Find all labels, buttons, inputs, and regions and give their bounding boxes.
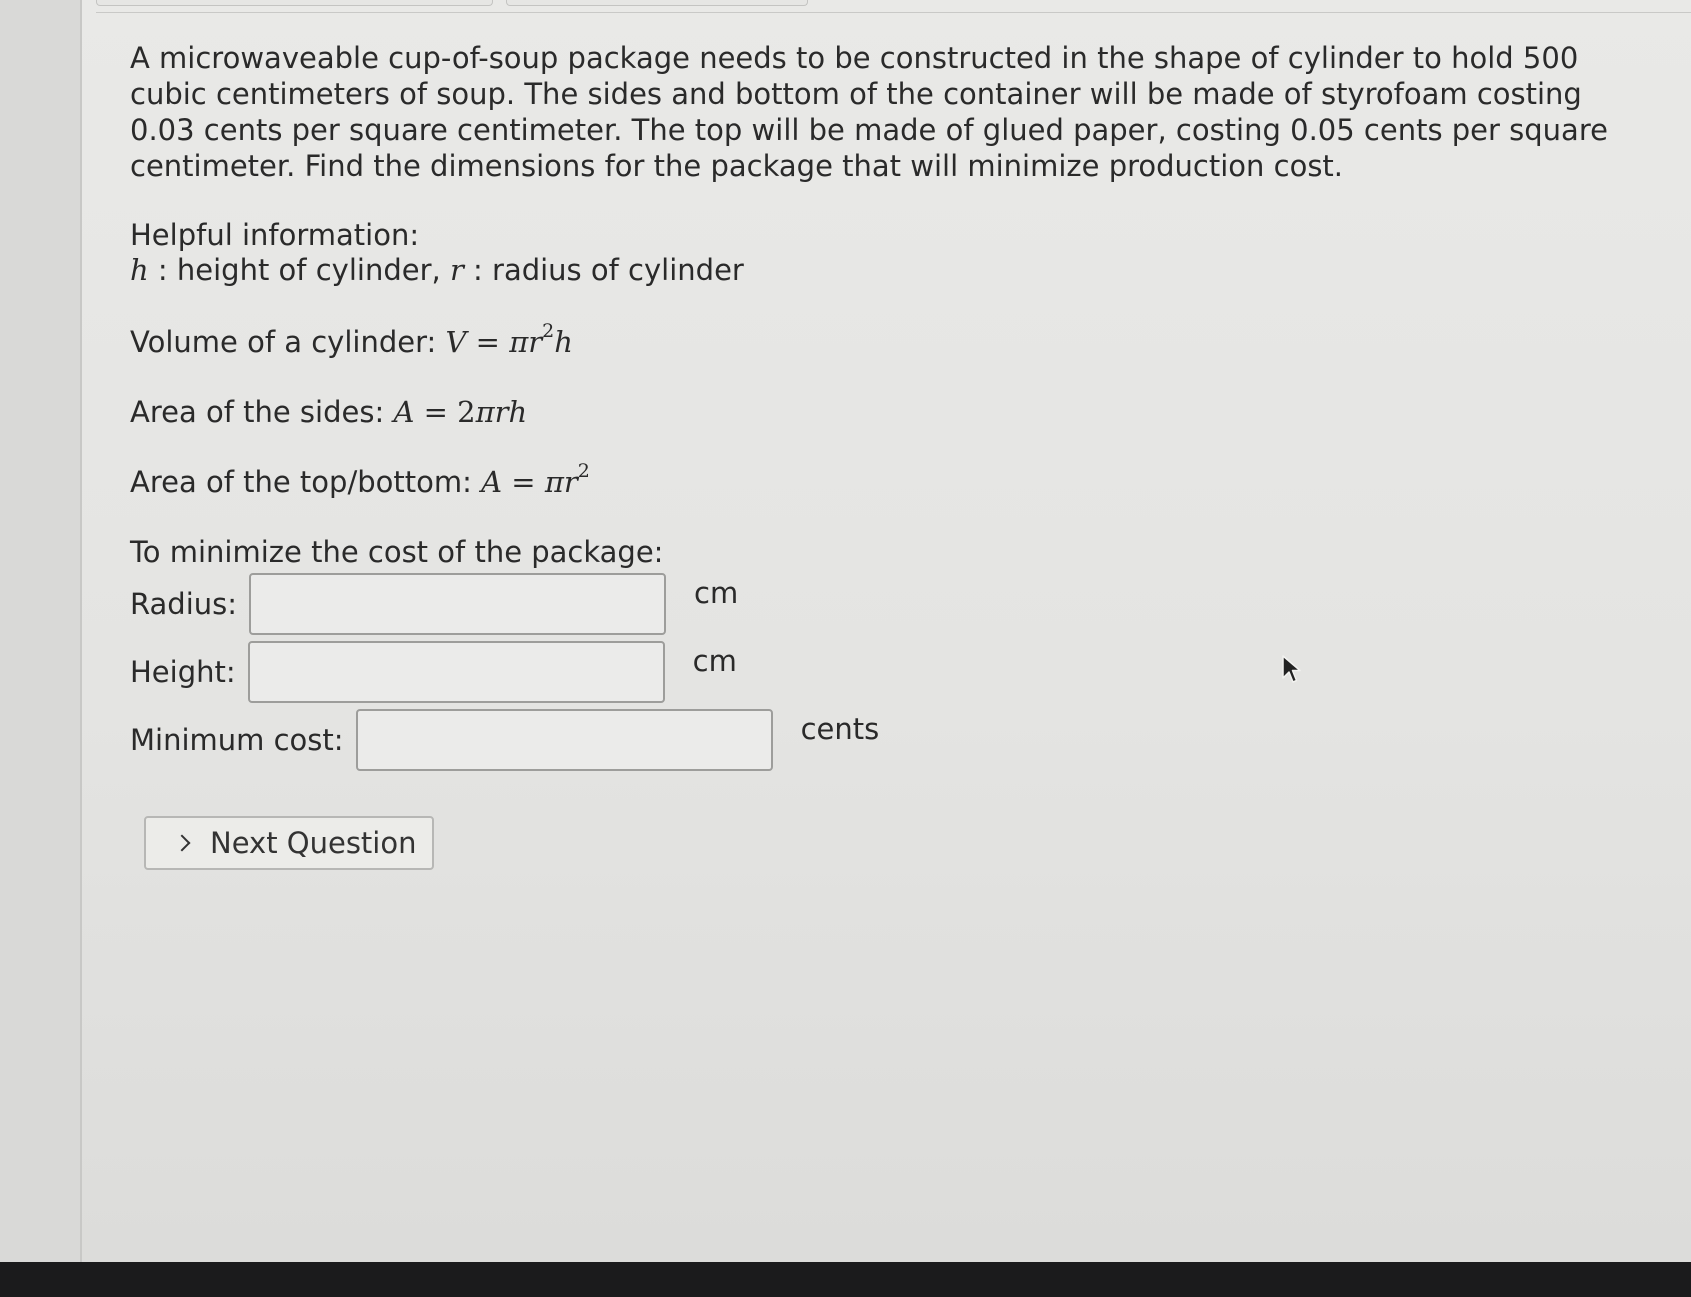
radius-input[interactable] (249, 573, 666, 635)
sides-coefficient: 2 (457, 395, 476, 429)
topbottom-equals: = (502, 465, 545, 499)
minimum-cost-unit: cents (800, 712, 880, 746)
sides-area-formula (130, 394, 1650, 430)
top-bottom-area-formula (130, 460, 1650, 500)
radius-label: Radius: (130, 587, 238, 621)
volume-formula-label: Volume of a cylinder: (130, 325, 446, 359)
volume-h: h (554, 325, 573, 359)
topbottom-rhs: πr (544, 465, 578, 499)
sides-formula-math (393, 395, 527, 429)
top-divider (96, 12, 1691, 13)
volume-lhs: V (445, 325, 467, 359)
volume-formula (130, 320, 1650, 360)
minimum-cost-input[interactable] (356, 709, 773, 771)
h-description: : height of cylinder, (148, 253, 450, 287)
height-input[interactable] (248, 641, 665, 703)
answer-prompt: To minimize the cost of the package: (130, 535, 664, 569)
question-text: A microwaveable cup-of-soup package needs to be constructed in the shape of cylinder to hold 500 cubic centimeters of soup. The sides and bottom of the container will be made of styrofoam costing 0.03 cents per square centimeter. The top will be made of glued paper, costing 0.05 cents per square centimeter. Find the dimensions for the package that will minimize production cost. (130, 41, 1608, 183)
radius-unit: cm (694, 576, 739, 610)
sides-equals: = (414, 395, 458, 429)
question-content (130, 40, 1650, 870)
height-label: Height: (130, 655, 236, 689)
minimum-cost-label: Minimum cost: (130, 723, 344, 757)
sides-formula-label: Area of the sides: (130, 395, 394, 429)
height-row (130, 638, 1650, 706)
next-question-button[interactable] (144, 816, 434, 870)
r-description: : radius of cylinder (463, 253, 744, 287)
volume-exponent: 2 (542, 320, 555, 343)
helpful-heading: Helpful information: (130, 218, 420, 252)
topbottom-formula-label: Area of the top/bottom: (130, 465, 482, 499)
mouse-pointer-icon (1281, 654, 1305, 686)
topbottom-lhs: A (481, 465, 503, 499)
volume-formula-math (445, 320, 573, 359)
top-tab-left (96, 0, 493, 6)
h-variable: h (130, 253, 149, 287)
minimum-cost-row (130, 706, 1650, 774)
topbottom-formula-math (481, 460, 590, 499)
left-margin (0, 0, 82, 1262)
variable-definitions (130, 253, 1650, 288)
top-tab-right (506, 0, 808, 6)
chevron-right-icon (174, 835, 191, 852)
r-variable: r (449, 253, 464, 287)
height-unit: cm (692, 644, 737, 678)
radius-row (130, 570, 1650, 638)
sides-rhs: πrh (475, 395, 528, 429)
volume-equals: = (466, 325, 510, 359)
topbottom-exponent: 2 (577, 460, 590, 483)
sides-lhs: A (393, 395, 415, 429)
next-question-label: Next Question (210, 826, 417, 860)
volume-pi-r: πr (509, 325, 543, 359)
